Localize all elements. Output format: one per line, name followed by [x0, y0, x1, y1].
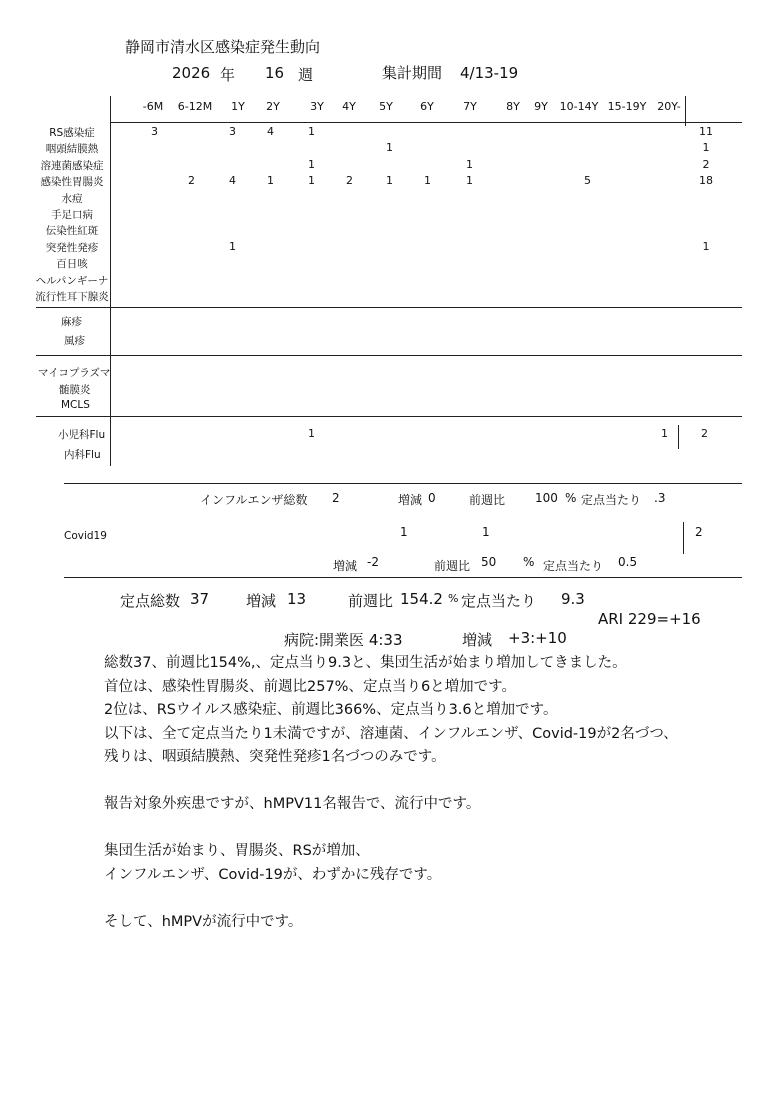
column-header-9y: 9Y — [534, 100, 548, 113]
column-header-5y: 5Y — [379, 100, 393, 113]
flu-change-label: 増減 — [398, 493, 423, 507]
commentary-line — [104, 770, 678, 794]
year-unit: 年 — [220, 66, 236, 84]
commentary-line: そして、hMPVが流行中です。 — [104, 913, 303, 930]
table-cell: 4 — [267, 125, 274, 138]
commentary-line: 首位は、感染性胃腸炎、前週比257%、定点当り6と増加です。 — [104, 678, 517, 695]
disease-measles: 麻疹 — [61, 316, 82, 328]
pediatric-flu-cell: 1 — [661, 427, 668, 440]
column-header-3y: 3Y — [310, 100, 324, 113]
table-cell: 1 — [308, 157, 315, 171]
period-range: 4/13-19 — [460, 64, 519, 82]
disease-name: 溶連菌感染症 — [40, 159, 104, 172]
flu-total-label: インフルエンザ総数 — [200, 493, 308, 507]
table-cell: 1 — [308, 125, 315, 138]
covid-value-a: 1 — [400, 525, 408, 539]
table-cell: 1 — [466, 174, 473, 188]
table-cell: 2 — [346, 174, 353, 188]
table-cell: 3 — [229, 125, 236, 138]
covid-change-label: 増減 — [333, 559, 358, 573]
row-total: 1 — [702, 239, 710, 253]
pediatric-flu-cell: 1 — [308, 427, 315, 440]
column-header-6m: -6M — [142, 100, 164, 113]
disease-name: RS感染症 — [49, 127, 95, 139]
group2-divider — [36, 355, 742, 356]
summary-ari: ARI 229=+16 — [598, 610, 701, 628]
commentary-line: 集団生活が始まり、胃腸炎、RSが増加、 — [104, 843, 370, 859]
week-unit: 週 — [298, 66, 314, 84]
flu-total-divider — [678, 425, 679, 449]
summary-hospital-change-label: 増減 — [462, 631, 493, 649]
commentary-line: 以下は、全て定点当たり1未満ですが、溶連菌、インフルエンザ、Covid-19が2名づつ、 — [104, 725, 678, 742]
group3-divider — [36, 416, 742, 417]
column-header-8y: 8Y — [506, 100, 520, 113]
disease-name: 突発性発疹 — [45, 241, 99, 254]
pediatric-flu-label: 小児科Flu — [58, 429, 106, 441]
summary-hospital-change-value: +3:+10 — [508, 629, 567, 647]
summary-per-value: 9.3 — [561, 590, 585, 608]
commentary-line: インフルエンザ、Covid-19が、わずかに残存です。 — [104, 866, 442, 883]
summary-total-label: 定点総数 — [120, 592, 181, 610]
table-cell: 2 — [188, 174, 195, 188]
disease-name: 手足口病 — [51, 209, 93, 221]
table-cell: 1 — [267, 174, 274, 188]
disease-name: 伝染性紅斑 — [45, 225, 99, 238]
covid-ratio-label: 前週比 — [434, 559, 471, 573]
table-cell: 3 — [151, 125, 158, 138]
disease-name: 感染性胃腸炎 — [40, 176, 104, 189]
column-header-20y: 20Y- — [657, 100, 681, 113]
row-total: 11 — [699, 125, 713, 138]
commentary-line: 報告対象外疾患ですが、hMPV11名報告で、流行中です。 — [104, 796, 481, 812]
flu-change-value: 0 — [428, 491, 436, 505]
disease-rubella: 風疹 — [64, 335, 85, 347]
column-header-6y: 6Y — [420, 100, 434, 113]
flu-divider — [64, 483, 742, 484]
column-header-612m: 6-12M — [177, 100, 213, 113]
commentary-line — [104, 817, 678, 841]
covid-total: 2 — [695, 525, 703, 539]
flu-ratio-unit: % — [565, 491, 577, 505]
column-header-2y: 2Y — [266, 100, 280, 113]
table-cell: 1 — [424, 174, 431, 188]
covid-per-value: 0.5 — [618, 555, 638, 569]
pediatric-flu-total: 2 — [701, 427, 708, 440]
row-total: 2 — [702, 157, 710, 171]
table-cell: 1 — [386, 174, 393, 188]
commentary-line: 2位は、RSウイルス感染症、前週比366%、定点当り3.6と増加です。 — [104, 702, 558, 718]
table-cell: 1 — [386, 141, 393, 155]
disease-meningitis: 髄膜炎 — [59, 384, 91, 396]
summary-hospital-ratio: 病院:開業医 4:33 — [284, 631, 403, 649]
covid-total-divider — [683, 522, 684, 554]
table-cell: 4 — [229, 174, 236, 188]
flu-total-value: 2 — [332, 491, 340, 505]
report-week: 16 — [265, 64, 285, 82]
covid-value-b: 1 — [482, 525, 490, 539]
column-header-1y: 1Y — [231, 100, 245, 113]
covid-label: Covid19 — [64, 530, 107, 542]
report-year: 2026 — [172, 64, 211, 82]
disease-mycoplasma: マイコプラズマ — [38, 367, 111, 379]
column-header-1014y: 10-14Y — [559, 100, 599, 113]
period-label: 集計期間 — [382, 64, 443, 82]
flu-per-value: .3 — [654, 491, 666, 505]
summary-per-label: 定点当たり — [461, 592, 537, 610]
table-cell: 1 — [466, 157, 473, 171]
table-cell: 5 — [584, 174, 591, 188]
covid-divider — [64, 577, 742, 578]
column-header-1519y: 15-19Y — [607, 100, 647, 113]
covid-ratio-unit: % — [523, 555, 535, 569]
summary-change-label: 増減 — [246, 592, 277, 610]
disease-name: 百日咳 — [56, 258, 88, 271]
covid-per-label: 定点当たり — [543, 559, 604, 573]
summary-ratio-unit: % — [448, 592, 459, 605]
disease-name: 流行性耳下腺炎 — [35, 291, 109, 303]
column-header-4y: 4Y — [342, 100, 356, 113]
flu-ratio-value: 100 — [535, 491, 558, 505]
flu-ratio-label: 前週比 — [469, 493, 506, 507]
commentary-line: 残りは、咽頭結膜熱、突発性発疹1名づつのみです。 — [104, 749, 446, 765]
disease-name: 水痘 — [61, 192, 83, 205]
row-total: 18 — [699, 174, 713, 188]
row-total: 1 — [702, 141, 710, 155]
summary-ratio-label: 前週比 — [348, 592, 394, 610]
report-title: 静岡市清水区感染症発生動向 — [125, 38, 321, 56]
disease-mcls: MCLS — [61, 399, 90, 411]
group1-divider — [36, 307, 742, 308]
commentary-line: 総数37、前週比154%,、定点当り9.3と、集団生活が始まり増加してきました。 — [104, 655, 627, 671]
table-left-border — [110, 96, 111, 466]
header-row-line — [110, 122, 742, 123]
column-header-7y: 7Y — [463, 100, 477, 113]
summary-ratio-value: 154.2 — [400, 590, 443, 608]
summary-total-value: 37 — [190, 590, 210, 608]
disease-name: 咽頭結膜熱 — [45, 143, 99, 156]
table-cell: 1 — [308, 174, 315, 188]
internal-flu-label: 内科Flu — [64, 449, 101, 461]
covid-change-value: -2 — [367, 555, 379, 569]
disease-name: ヘルパンギーナ — [35, 274, 109, 287]
commentary-line — [104, 887, 678, 911]
commentary — [104, 652, 678, 934]
summary-change-value: 13 — [287, 590, 307, 608]
table-cell: 1 — [229, 239, 236, 253]
flu-per-label: 定点当たり — [581, 493, 642, 507]
covid-ratio-value: 50 — [481, 555, 497, 569]
